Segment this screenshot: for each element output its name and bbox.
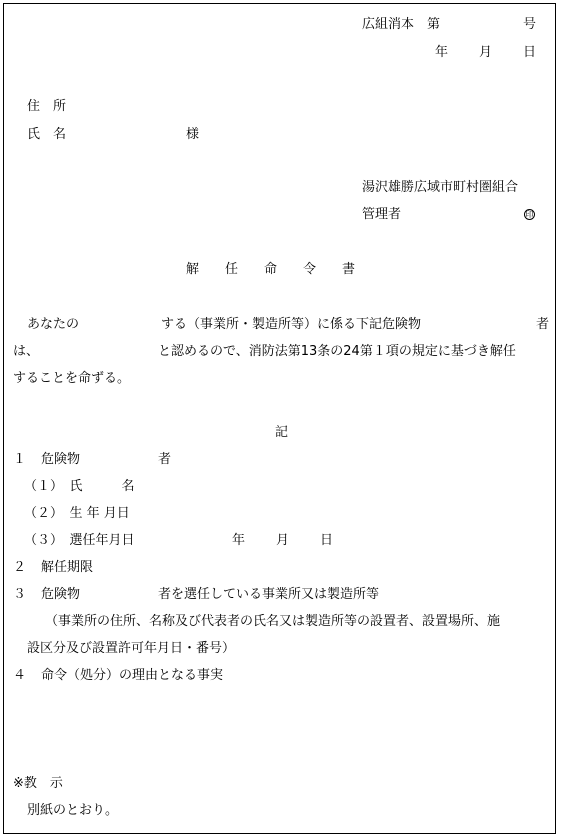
date-year: 年 bbox=[435, 45, 449, 60]
item3-label-a: 危険物 bbox=[41, 587, 81, 602]
document-title: 解 任 命 令 書 bbox=[186, 262, 356, 277]
doc-number-suffix: 号 bbox=[523, 17, 537, 32]
body-line2-b: と認めるので、消防法第13条の24第１項の規定に基づき解任 bbox=[158, 344, 516, 359]
name-label: 氏 名 bbox=[27, 127, 67, 142]
item1-sub3-year: 年 bbox=[232, 533, 246, 548]
ki-heading: 記 bbox=[275, 425, 289, 440]
item1-sub1: （１） 氏 名 bbox=[24, 479, 135, 494]
item1-label-a: 危険物 bbox=[41, 452, 81, 467]
notice-label: ※教 示 bbox=[13, 776, 63, 791]
honorific: 様 bbox=[186, 127, 200, 142]
item3-note-line2: 設区分及び設置許可年月日・番号） bbox=[27, 641, 236, 656]
item3-number: ３ bbox=[13, 587, 27, 602]
body-line1-a: あなたの bbox=[27, 317, 80, 332]
item2-number: ２ bbox=[13, 560, 27, 575]
item4-text: 命令（処分）の理由となる事実 bbox=[41, 668, 224, 683]
item3-note-line1: （事業所の住所、名称及び代表者の氏名又は製造所等の設置者、設置場所、施 bbox=[45, 614, 501, 629]
address-label: 住 所 bbox=[27, 99, 67, 114]
date-day: 日 bbox=[523, 45, 537, 60]
item1-number: １ bbox=[13, 452, 27, 467]
item1-sub2: （２） 生 年 月日 bbox=[24, 506, 130, 521]
body-line1-b: する（事業所・製造所等）に係る下記危険物 bbox=[161, 317, 422, 332]
body-line1-c: 者 bbox=[536, 317, 550, 332]
body-line3: することを命ずる。 bbox=[13, 371, 131, 386]
item1-label-b: 者 bbox=[158, 452, 172, 467]
item1-sub3: （３） 選任年月日 bbox=[24, 533, 135, 548]
issuer-organization: 湯沢雄勝広域市町村圏組合 bbox=[362, 180, 519, 195]
doc-number-prefix: 広組消本 第 bbox=[362, 17, 441, 32]
issuer-title: 管理者 bbox=[362, 207, 402, 222]
seal-mark: 印 bbox=[525, 210, 534, 219]
item1-sub3-month: 月 bbox=[276, 533, 290, 548]
item1-sub3-day: 日 bbox=[320, 533, 334, 548]
item3-label-b: 者を選任している事業所又は製造所等 bbox=[158, 587, 380, 602]
notice-text: 別紙のとおり。 bbox=[27, 803, 119, 818]
item4-number: ４ bbox=[13, 668, 27, 683]
body-line2-a: は、 bbox=[13, 344, 40, 359]
date-month: 月 bbox=[479, 45, 493, 60]
document-frame bbox=[3, 3, 556, 834]
item2-text: 解任期限 bbox=[41, 560, 94, 575]
